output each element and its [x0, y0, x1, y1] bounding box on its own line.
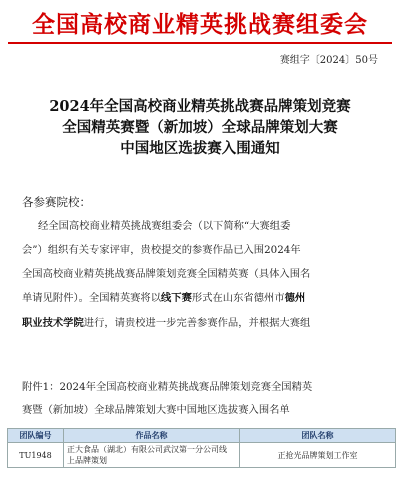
title-line-1: 2024年全国高校商业精英挑战赛品牌策划竞赛 — [49, 98, 351, 115]
offline-emphasis: 线下赛 — [161, 292, 192, 304]
shortlist-table — [7, 428, 396, 468]
work-name-line-2: 上品牌策划 — [67, 456, 107, 465]
attachment-line-2: 赛暨（新加坡）全球品牌策划大赛中国地区选拔赛入围名单 — [22, 404, 290, 416]
body-line-4 — [22, 291, 305, 305]
table-row — [8, 443, 396, 468]
salutation: 各参赛院校： — [22, 195, 91, 209]
body-line-4-tail: 形式在山东省德州市 — [191, 292, 285, 304]
red-divider — [8, 42, 392, 44]
title-line-2: 全国精英赛暨（新加坡）全球品牌策划大赛 — [62, 119, 338, 136]
cell-team-name: 正抢光品牌策划工作室 — [240, 443, 396, 468]
body-line-2: 会”）组织有关专家评审，贵校提交的参赛作品已入围2024年 — [22, 244, 301, 256]
cell-team-code: TU1948 — [8, 443, 64, 468]
table-header-row — [8, 429, 396, 443]
body-line-1: 经全国高校商业精英挑战赛组委会（以下简称“大赛组委 — [38, 220, 291, 232]
body-line-3: 全国高校商业精英挑战赛品牌策划竞赛全国精英赛（具体入围名 — [22, 268, 311, 280]
title-line-3: 中国地区选拔赛入围通知 — [120, 140, 280, 157]
body-line-5 — [22, 316, 310, 330]
org-name-heading: 全国高校商业精英挑战赛组委会 — [32, 12, 368, 38]
body-line-4-text: 单请见附件）。全国精英赛将以 — [22, 292, 162, 304]
body-line-5-text: 进行，请贵校进一步完善参赛作品，并根据大赛组 — [83, 317, 311, 329]
attachment-line-1: 附件1：2024年全国高校商业精英挑战赛品牌策划竞赛全国精英 — [22, 381, 313, 393]
work-name-line-1: 正大食品（湖北）有限公司武汉第一分公司线 — [67, 445, 227, 454]
header-team-code: 团队编号 — [8, 429, 64, 443]
venue-emphasis-a: 德州 — [284, 292, 306, 304]
header-team-name: 团队名称 — [240, 429, 396, 443]
cell-work-name — [64, 443, 240, 468]
header-work-name: 作品名称 — [64, 429, 240, 443]
document-number: 赛组字〔2024〕50号 — [279, 55, 378, 66]
venue-emphasis-b: 职业技术学院 — [22, 317, 84, 329]
